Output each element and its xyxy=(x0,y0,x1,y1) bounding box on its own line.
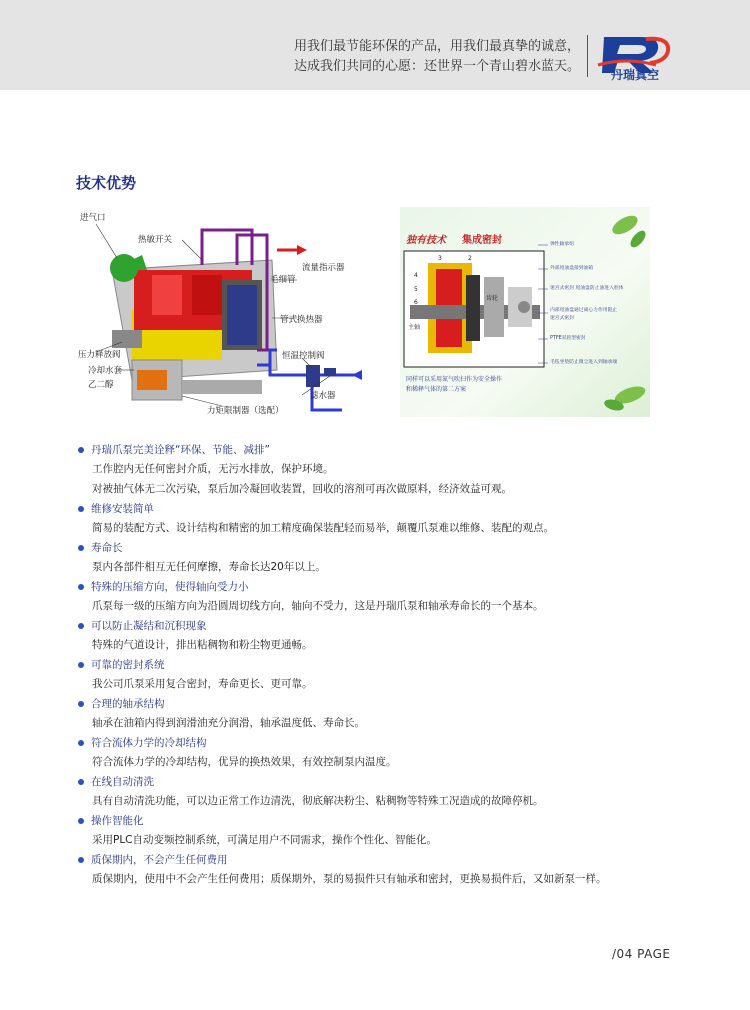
bullet-icon xyxy=(78,623,84,629)
advantage-item xyxy=(78,440,698,499)
advantage-item xyxy=(78,811,698,850)
bullet-icon xyxy=(78,701,84,707)
advantage-body-line: 特殊的气道设计，排出粘稠物和粉尘物更通畅。 xyxy=(92,639,313,651)
section-title: 技术优势 xyxy=(76,174,137,192)
pump-cutaway-diagram xyxy=(72,210,372,420)
bullet-icon xyxy=(78,584,84,590)
seal-footnote-2: 和稀释气体的第二方案 xyxy=(406,386,467,393)
seal-num-6: 6 xyxy=(414,299,418,306)
advantage-title-text: 丹瑞爪泵完美诠释“环保、节能、减排” xyxy=(91,444,270,456)
integrated-seal-diagram xyxy=(400,207,650,417)
seal-gear: 齿轮 xyxy=(486,295,499,302)
seal-note-mid: 迷宫式密封 甩油盘防止油进入腔体 xyxy=(550,286,624,291)
advantage-body-line: 轴承在油箱内得到润滑油充分润滑，轴承温度低、寿命长。 xyxy=(92,717,365,729)
advantage-title-text: 可靠的密封系统 xyxy=(91,659,165,671)
advantage-title xyxy=(78,655,698,674)
seal-note-felt: 毛毡坐垫防止微尘进入到轴承端 xyxy=(550,360,618,365)
label-coolant-jacket: 冷却水套 xyxy=(88,366,123,376)
advantage-title-text: 维修安装简单 xyxy=(91,503,154,515)
advantage-item xyxy=(78,655,698,694)
advantage-title-text: 在线自动清洗 xyxy=(91,776,154,788)
page-number: /04 PAGE xyxy=(612,947,671,961)
bullet-icon xyxy=(78,740,84,746)
seal-note-outer-disc: 外部甩油盘接到油箱 xyxy=(550,266,594,271)
bullet-icon xyxy=(78,779,84,785)
advantage-title-text: 寿命长 xyxy=(91,542,123,554)
label-capillary: 毛细管 xyxy=(270,275,296,285)
advantage-title-text: 合理的轴承结构 xyxy=(91,698,165,710)
slogan xyxy=(270,37,580,77)
bullet-icon xyxy=(78,545,84,551)
seal-note-inner-disc: 内部甩油盘通过离心力作用阻止 xyxy=(550,308,618,313)
advantage-body-line: 泵内各部件相互无任何摩擦，寿命长达20年以上。 xyxy=(92,561,326,573)
bullet-icon xyxy=(78,506,84,512)
seal-num-2: 2 xyxy=(468,255,472,262)
advantage-title xyxy=(78,811,698,830)
advantage-title xyxy=(78,499,698,518)
advantage-body-line: 对被抽气体无二次污染，泵后加冷凝回收装置，回收的溶剂可再次做原料，经济效益可观。 xyxy=(92,483,512,495)
seal-note-ptfe: PTFE双唇型密封 xyxy=(550,336,586,341)
advantage-body-line: 具有自动清洗功能，可以边正常工作边清洗，彻底解决粉尘、粘稠物等特殊工况造成的故障停机。 xyxy=(92,795,544,807)
label-torque-limiter: 力矩限制器（选配） xyxy=(207,406,284,416)
seal-title: 独有技术 xyxy=(406,235,446,246)
advantage-title-text: 可以防止凝结和沉积现象 xyxy=(91,620,207,632)
seal-note-inner-disc-2: 迷宫式密封 xyxy=(550,316,574,321)
header-divider xyxy=(587,35,588,77)
advantage-item xyxy=(78,616,698,655)
seal-num-5: 5 xyxy=(414,286,418,293)
label-flow-indicator: 流量指示器 xyxy=(302,263,345,273)
slogan-line-1: 用我们最节能环保的产品，用我们最真挚的诚意， xyxy=(293,39,580,54)
advantage-body-line: 工作腔内无任何密封介质，无污水排放，保护环境。 xyxy=(92,463,334,475)
label-pressure-relief: 压力释放阀 xyxy=(78,350,121,360)
advantage-body-line: 质保期内，使用中不会产生任何费用；质保期外，泵的易损件只有轴承和密封，更换易损件后，又如新泵一样。 xyxy=(92,873,607,885)
label-thermostatic-valve: 恒温控制阀 xyxy=(282,351,325,361)
advantages-list xyxy=(78,440,698,889)
advantage-title xyxy=(78,440,698,459)
advantage-item xyxy=(78,577,698,616)
advantage-body-line: 简易的装配方式、设计结构和精密的加工精度确保装配轻而易举，颠覆爪泵难以维修、装配的观点。 xyxy=(92,522,554,534)
advantage-title xyxy=(78,577,698,596)
seal-footnote-1: 同样可以采用氮气吹扫作为安全操作 xyxy=(406,376,503,383)
advantage-title-text: 符合流体力学的冷却结构 xyxy=(91,737,207,749)
page-header xyxy=(0,0,750,90)
seal-main-shaft: 主轴 xyxy=(408,324,421,331)
advantage-title-text: 特殊的压缩方向，使得轴向受力小 xyxy=(91,581,249,593)
seal-note-spring: 弹性轴承组 xyxy=(550,242,574,247)
advantage-item xyxy=(78,772,698,811)
advantage-item xyxy=(78,850,698,889)
bullet-icon xyxy=(78,447,84,453)
advantage-item xyxy=(78,694,698,733)
seal-title-suffix: 集成密封 xyxy=(462,235,502,246)
label-strainer: 滤水器 xyxy=(310,391,336,401)
advantage-title-text: 质保期内，不会产生任何费用 xyxy=(91,854,228,866)
label-inlet: 进气口 xyxy=(80,213,106,223)
advantage-body-line: 符合流体力学的冷却结构，优异的换热效果，有效控制泵内温度。 xyxy=(92,756,397,768)
advantage-title xyxy=(78,733,698,752)
advantage-title-text: 操作智能化 xyxy=(91,815,144,827)
advantage-title xyxy=(78,694,698,713)
advantage-title xyxy=(78,850,698,869)
bullet-icon xyxy=(78,818,84,824)
advantage-body-line: 我公司爪泵采用复合密封，寿命更长、更可靠。 xyxy=(92,678,313,690)
advantage-item xyxy=(78,499,698,538)
logo-text: 丹瑞真空 xyxy=(610,68,659,82)
advantage-body-line: 采用PLC自动变频控制系统，可满足用户不同需求，操作个性化、智能化。 xyxy=(92,834,438,846)
advantage-item xyxy=(78,733,698,772)
label-glycol: 乙二醇 xyxy=(88,380,114,390)
advantage-title xyxy=(78,616,698,635)
advantage-body-line: 爪泵每一级的压缩方向为沿圆周切线方向，轴向不受力，这是丹瑞爪泵和轴承寿命长的一个基本。 xyxy=(92,600,544,612)
seal-num-3: 3 xyxy=(438,255,442,262)
bullet-icon xyxy=(78,857,84,863)
seal-num-4: 4 xyxy=(414,272,418,279)
pump-body xyxy=(110,254,277,400)
slogan-line-2: 达成我们共同的心愿：还世界一个青山碧水蓝天。 xyxy=(293,59,580,74)
advantage-item xyxy=(78,538,698,577)
bullet-icon xyxy=(78,662,84,668)
label-tube-exchanger: 管式换热器 xyxy=(280,315,323,325)
label-thermal-switch: 热敏开关 xyxy=(138,235,173,245)
advantage-title xyxy=(78,538,698,557)
advantage-title xyxy=(78,772,698,791)
